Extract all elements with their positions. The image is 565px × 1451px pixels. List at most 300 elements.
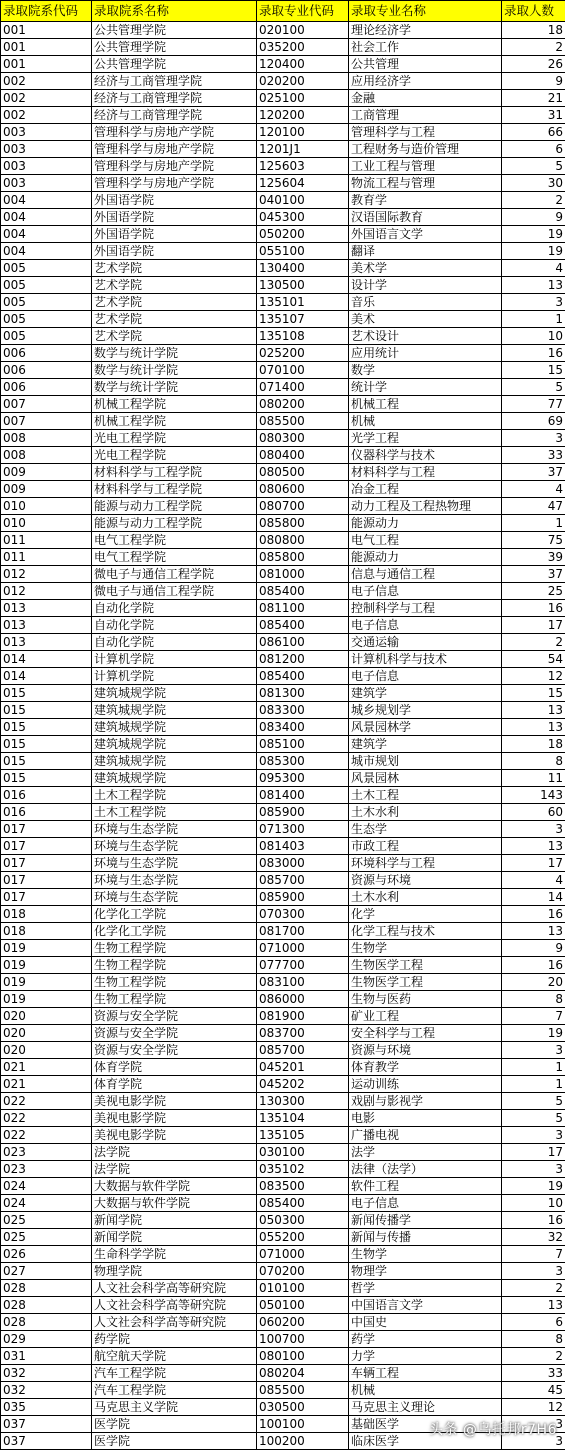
major-name-cell: 冶金工程 xyxy=(349,481,502,498)
dept-code-cell: 012 xyxy=(1,583,92,600)
dept-name-cell: 自动化学院 xyxy=(92,617,257,634)
dept-code-cell: 037 xyxy=(1,1416,92,1433)
major-code-cell: 085900 xyxy=(257,889,349,906)
count-cell: 5 xyxy=(502,1110,565,1127)
dept-name-cell: 大数据与软件学院 xyxy=(92,1195,257,1212)
dept-name-cell: 微电子与通信工程学院 xyxy=(92,566,257,583)
dept-code-cell: 016 xyxy=(1,787,92,804)
dept-code-cell: 011 xyxy=(1,532,92,549)
count-cell: 17 xyxy=(502,617,565,634)
dept-code-cell: 010 xyxy=(1,498,92,515)
major-name-cell: 力学 xyxy=(349,1348,502,1365)
major-code-cell: 071400 xyxy=(257,379,349,396)
major-code-cell: 055100 xyxy=(257,243,349,260)
count-cell: 32 xyxy=(502,1229,565,1246)
major-code-cell: 030100 xyxy=(257,1144,349,1161)
count-cell: 13 xyxy=(502,923,565,940)
table-row xyxy=(1,260,565,277)
dept-name-cell: 外国语学院 xyxy=(92,243,257,260)
major-name-cell: 数学 xyxy=(349,362,502,379)
dept-code-cell: 023 xyxy=(1,1144,92,1161)
dept-code-cell: 004 xyxy=(1,243,92,260)
table-row xyxy=(1,1280,565,1297)
major-code-cell: 081400 xyxy=(257,787,349,804)
count-cell: 16 xyxy=(502,957,565,974)
major-name-cell: 工商管理 xyxy=(349,107,502,124)
major-name-cell: 美术学 xyxy=(349,260,502,277)
count-cell: 6 xyxy=(502,1314,565,1331)
table-row xyxy=(1,447,565,464)
major-name-cell: 风景园林学 xyxy=(349,719,502,736)
table-row xyxy=(1,1161,565,1178)
major-name-cell: 临床医学 xyxy=(349,1433,502,1450)
dept-name-cell: 光电工程学院 xyxy=(92,430,257,447)
count-cell: 5 xyxy=(502,379,565,396)
major-code-cell: 081000 xyxy=(257,566,349,583)
count-cell: 3 xyxy=(502,1042,565,1059)
major-code-cell: 050200 xyxy=(257,226,349,243)
dept-name-cell: 外国语学院 xyxy=(92,209,257,226)
major-name-cell: 光学工程 xyxy=(349,430,502,447)
dept-name-cell: 法学院 xyxy=(92,1144,257,1161)
count-cell: 3 xyxy=(502,821,565,838)
dept-code-cell: 011 xyxy=(1,549,92,566)
count-cell: 3 xyxy=(502,1263,565,1280)
major-name-cell: 物流工程与管理 xyxy=(349,175,502,192)
major-name-cell: 计算机科学与技术 xyxy=(349,651,502,668)
dept-code-cell: 015 xyxy=(1,719,92,736)
table-row xyxy=(1,702,565,719)
count-cell: 33 xyxy=(502,1365,565,1382)
count-cell: 47 xyxy=(502,498,565,515)
table-row xyxy=(1,770,565,787)
count-cell: 13 xyxy=(502,1297,565,1314)
count-cell: 2 xyxy=(502,1348,565,1365)
major-name-cell: 物理学 xyxy=(349,1263,502,1280)
table-row xyxy=(1,328,565,345)
major-code-cell: 070100 xyxy=(257,362,349,379)
table-row xyxy=(1,940,565,957)
count-cell: 15 xyxy=(502,685,565,702)
dept-name-cell: 新闻学院 xyxy=(92,1229,257,1246)
dept-code-cell: 029 xyxy=(1,1331,92,1348)
dept-code-cell: 004 xyxy=(1,226,92,243)
dept-code-cell: 015 xyxy=(1,685,92,702)
table-row xyxy=(1,821,565,838)
major-name-cell: 哲学 xyxy=(349,1280,502,1297)
major-name-cell: 土木水利 xyxy=(349,804,502,821)
dept-code-cell: 017 xyxy=(1,889,92,906)
major-code-cell: 085500 xyxy=(257,1382,349,1399)
header-row xyxy=(1,1,565,22)
watermark: 头条 @乌托邦r7H6 xyxy=(428,1422,557,1438)
table-row xyxy=(1,396,565,413)
dept-code-cell: 007 xyxy=(1,413,92,430)
dept-name-cell: 管理科学与房地产学院 xyxy=(92,141,257,158)
dept-code-cell: 015 xyxy=(1,736,92,753)
major-name-cell: 电子信息 xyxy=(349,583,502,600)
table-row xyxy=(1,1042,565,1059)
dept-name-cell: 体育学院 xyxy=(92,1059,257,1076)
major-code-cell: 120400 xyxy=(257,56,349,73)
major-name-cell: 戏剧与影视学 xyxy=(349,1093,502,1110)
dept-name-cell: 艺术学院 xyxy=(92,277,257,294)
major-code-cell: 085700 xyxy=(257,1042,349,1059)
count-cell: 77 xyxy=(502,396,565,413)
count-cell: 14 xyxy=(502,889,565,906)
dept-name-cell: 化学化工学院 xyxy=(92,923,257,940)
major-name-cell: 电子信息 xyxy=(349,668,502,685)
header-count: 录取人数 xyxy=(502,1,565,22)
major-code-cell: 130300 xyxy=(257,1093,349,1110)
count-cell: 21 xyxy=(502,90,565,107)
dept-name-cell: 生物工程学院 xyxy=(92,940,257,957)
count-cell: 8 xyxy=(502,991,565,1008)
table-row xyxy=(1,855,565,872)
table-row xyxy=(1,209,565,226)
major-code-cell: 135105 xyxy=(257,1127,349,1144)
major-name-cell: 新闻传播学 xyxy=(349,1212,502,1229)
table-row xyxy=(1,277,565,294)
count-cell: 12 xyxy=(502,1399,565,1416)
count-cell: 37 xyxy=(502,566,565,583)
major-name-cell: 新闻与传播 xyxy=(349,1229,502,1246)
dept-name-cell: 医学院 xyxy=(92,1433,257,1450)
table-row xyxy=(1,1331,565,1348)
major-name-cell: 生物与医药 xyxy=(349,991,502,1008)
dept-code-cell: 007 xyxy=(1,396,92,413)
dept-code-cell: 028 xyxy=(1,1314,92,1331)
major-name-cell: 能源动力 xyxy=(349,515,502,532)
table-row xyxy=(1,1314,565,1331)
major-name-cell: 教育学 xyxy=(349,192,502,209)
major-code-cell: 125604 xyxy=(257,175,349,192)
dept-name-cell: 汽车工程学院 xyxy=(92,1365,257,1382)
major-name-cell: 美术 xyxy=(349,311,502,328)
count-cell: 9 xyxy=(502,209,565,226)
dept-name-cell: 生物工程学院 xyxy=(92,974,257,991)
major-code-cell: 086100 xyxy=(257,634,349,651)
count-cell: 5 xyxy=(502,158,565,175)
major-name-cell: 环境科学与工程 xyxy=(349,855,502,872)
major-name-cell: 矿业工程 xyxy=(349,1008,502,1025)
major-code-cell: 081200 xyxy=(257,651,349,668)
count-cell: 39 xyxy=(502,549,565,566)
dept-name-cell: 数学与统计学院 xyxy=(92,345,257,362)
dept-code-cell: 014 xyxy=(1,651,92,668)
dept-name-cell: 生物工程学院 xyxy=(92,957,257,974)
table-row xyxy=(1,226,565,243)
dept-code-cell: 012 xyxy=(1,566,92,583)
table-row xyxy=(1,566,565,583)
major-code-cell: 083500 xyxy=(257,1178,349,1195)
table-row xyxy=(1,294,565,311)
dept-code-cell: 004 xyxy=(1,192,92,209)
major-name-cell: 中国语言文学 xyxy=(349,1297,502,1314)
major-name-cell: 城乡规划学 xyxy=(349,702,502,719)
major-code-cell: 025100 xyxy=(257,90,349,107)
major-code-cell: 085700 xyxy=(257,872,349,889)
dept-code-cell: 019 xyxy=(1,940,92,957)
major-name-cell: 工业工程与管理 xyxy=(349,158,502,175)
count-cell: 16 xyxy=(502,345,565,362)
major-name-cell: 仪器科学与技术 xyxy=(349,447,502,464)
major-name-cell: 电气工程 xyxy=(349,532,502,549)
major-name-cell: 基础医学 xyxy=(349,1416,502,1433)
table-row xyxy=(1,804,565,821)
major-name-cell: 统计学 xyxy=(349,379,502,396)
major-name-cell: 土木工程 xyxy=(349,787,502,804)
count-cell: 45 xyxy=(502,1382,565,1399)
major-code-cell: 130400 xyxy=(257,260,349,277)
major-name-cell: 设计学 xyxy=(349,277,502,294)
table-row xyxy=(1,1348,565,1365)
major-name-cell: 中国史 xyxy=(349,1314,502,1331)
table-row xyxy=(1,124,565,141)
major-code-cell: 1201J1 xyxy=(257,141,349,158)
count-cell: 1 xyxy=(502,515,565,532)
major-name-cell: 化学工程与技术 xyxy=(349,923,502,940)
count-cell: 19 xyxy=(502,1025,565,1042)
dept-name-cell: 生物工程学院 xyxy=(92,991,257,1008)
table-row xyxy=(1,243,565,260)
dept-name-cell: 建筑城规学院 xyxy=(92,753,257,770)
dept-name-cell: 艺术学院 xyxy=(92,294,257,311)
dept-code-cell: 009 xyxy=(1,464,92,481)
header-major-code: 录取专业代码 xyxy=(257,1,349,22)
dept-name-cell: 微电子与通信工程学院 xyxy=(92,583,257,600)
major-name-cell: 建筑学 xyxy=(349,685,502,702)
dept-code-cell: 017 xyxy=(1,855,92,872)
dept-name-cell: 马克思主义学院 xyxy=(92,1399,257,1416)
count-cell: 18 xyxy=(502,736,565,753)
dept-code-cell: 020 xyxy=(1,1025,92,1042)
major-code-cell: 030500 xyxy=(257,1399,349,1416)
table-row xyxy=(1,668,565,685)
major-code-cell: 081100 xyxy=(257,600,349,617)
major-name-cell: 土木水利 xyxy=(349,889,502,906)
dept-name-cell: 人文社会科学高等研究院 xyxy=(92,1280,257,1297)
table-row xyxy=(1,685,565,702)
major-code-cell: 130500 xyxy=(257,277,349,294)
major-code-cell: 135104 xyxy=(257,1110,349,1127)
table-row xyxy=(1,430,565,447)
dept-name-cell: 计算机学院 xyxy=(92,668,257,685)
major-code-cell: 050100 xyxy=(257,1297,349,1314)
count-cell: 13 xyxy=(502,702,565,719)
major-code-cell: 081403 xyxy=(257,838,349,855)
major-name-cell: 能源动力 xyxy=(349,549,502,566)
major-name-cell: 广播电视 xyxy=(349,1127,502,1144)
count-cell: 12 xyxy=(502,668,565,685)
dept-name-cell: 环境与生态学院 xyxy=(92,821,257,838)
count-cell: 2 xyxy=(502,39,565,56)
table-row xyxy=(1,1093,565,1110)
major-code-cell: 040100 xyxy=(257,192,349,209)
dept-code-cell: 020 xyxy=(1,1042,92,1059)
major-code-cell: 080600 xyxy=(257,481,349,498)
major-code-cell: 085500 xyxy=(257,413,349,430)
major-code-cell: 055200 xyxy=(257,1229,349,1246)
major-name-cell: 生态学 xyxy=(349,821,502,838)
major-code-cell: 071000 xyxy=(257,940,349,957)
table-row xyxy=(1,957,565,974)
dept-code-cell: 037 xyxy=(1,1433,92,1450)
count-cell: 7 xyxy=(502,1246,565,1263)
major-name-cell: 音乐 xyxy=(349,294,502,311)
count-cell: 26 xyxy=(502,56,565,73)
dept-name-cell: 数学与统计学院 xyxy=(92,379,257,396)
table-row xyxy=(1,838,565,855)
major-code-cell: 085400 xyxy=(257,1195,349,1212)
count-cell: 8 xyxy=(502,753,565,770)
dept-name-cell: 美视电影学院 xyxy=(92,1110,257,1127)
count-cell: 6 xyxy=(502,141,565,158)
table-row xyxy=(1,889,565,906)
major-name-cell: 控制科学与工程 xyxy=(349,600,502,617)
dept-name-cell: 材料科学与工程学院 xyxy=(92,481,257,498)
major-code-cell: 081900 xyxy=(257,1008,349,1025)
table-row xyxy=(1,787,565,804)
dept-name-cell: 资源与安全学院 xyxy=(92,1042,257,1059)
table-row xyxy=(1,1127,565,1144)
major-code-cell: 025200 xyxy=(257,345,349,362)
table-row xyxy=(1,56,565,73)
dept-code-cell: 025 xyxy=(1,1212,92,1229)
major-name-cell: 生物学 xyxy=(349,940,502,957)
table-row xyxy=(1,73,565,90)
major-code-cell: 120100 xyxy=(257,124,349,141)
dept-code-cell: 001 xyxy=(1,22,92,39)
table-row xyxy=(1,974,565,991)
major-code-cell: 085400 xyxy=(257,583,349,600)
table-row xyxy=(1,90,565,107)
count-cell: 30 xyxy=(502,175,565,192)
dept-name-cell: 艺术学院 xyxy=(92,328,257,345)
dept-name-cell: 电气工程学院 xyxy=(92,532,257,549)
count-cell: 10 xyxy=(502,328,565,345)
dept-code-cell: 005 xyxy=(1,294,92,311)
major-code-cell: 081300 xyxy=(257,685,349,702)
major-code-cell: 135107 xyxy=(257,311,349,328)
major-name-cell: 马克思主义理论 xyxy=(349,1399,502,1416)
table-row xyxy=(1,413,565,430)
dept-code-cell: 020 xyxy=(1,1008,92,1025)
dept-name-cell: 艺术学院 xyxy=(92,311,257,328)
major-name-cell: 应用统计 xyxy=(349,345,502,362)
table-row xyxy=(1,362,565,379)
major-name-cell: 社会工作 xyxy=(349,39,502,56)
major-name-cell: 工程财务与造价管理 xyxy=(349,141,502,158)
dept-name-cell: 计算机学院 xyxy=(92,651,257,668)
major-name-cell: 管理科学与工程 xyxy=(349,124,502,141)
count-cell: 75 xyxy=(502,532,565,549)
dept-name-cell: 管理科学与房地产学院 xyxy=(92,124,257,141)
major-code-cell: 085900 xyxy=(257,804,349,821)
major-name-cell: 法律（法学） xyxy=(349,1161,502,1178)
major-name-cell: 机械 xyxy=(349,413,502,430)
dept-name-cell: 电气工程学院 xyxy=(92,549,257,566)
dept-code-cell: 015 xyxy=(1,770,92,787)
dept-name-cell: 建筑城规学院 xyxy=(92,736,257,753)
dept-code-cell: 022 xyxy=(1,1127,92,1144)
dept-code-cell: 017 xyxy=(1,821,92,838)
count-cell: 19 xyxy=(502,243,565,260)
dept-name-cell: 公共管理学院 xyxy=(92,22,257,39)
table-row xyxy=(1,345,565,362)
dept-code-cell: 004 xyxy=(1,209,92,226)
dept-code-cell: 015 xyxy=(1,753,92,770)
table-row xyxy=(1,600,565,617)
count-cell: 37 xyxy=(502,464,565,481)
dept-code-cell: 028 xyxy=(1,1297,92,1314)
dept-name-cell: 美视电影学院 xyxy=(92,1093,257,1110)
major-code-cell: 077700 xyxy=(257,957,349,974)
table-row xyxy=(1,923,565,940)
count-cell: 2 xyxy=(502,192,565,209)
major-code-cell: 080500 xyxy=(257,464,349,481)
dept-name-cell: 航空航天学院 xyxy=(92,1348,257,1365)
major-name-cell: 交通运输 xyxy=(349,634,502,651)
major-name-cell: 风景园林 xyxy=(349,770,502,787)
major-code-cell: 100200 xyxy=(257,1433,349,1450)
major-name-cell: 生物医学工程 xyxy=(349,957,502,974)
header-dept-code: 录取院系代码 xyxy=(1,1,92,22)
count-cell: 16 xyxy=(502,600,565,617)
table-row xyxy=(1,549,565,566)
major-code-cell: 035200 xyxy=(257,39,349,56)
table-row xyxy=(1,719,565,736)
count-cell: 1 xyxy=(502,311,565,328)
count-cell: 33 xyxy=(502,447,565,464)
dept-name-cell: 环境与生态学院 xyxy=(92,889,257,906)
table-row xyxy=(1,158,565,175)
major-code-cell: 045202 xyxy=(257,1076,349,1093)
table-row xyxy=(1,107,565,124)
count-cell: 66 xyxy=(502,124,565,141)
dept-name-cell: 环境与生态学院 xyxy=(92,872,257,889)
major-name-cell: 软件工程 xyxy=(349,1178,502,1195)
dept-name-cell: 汽车工程学院 xyxy=(92,1382,257,1399)
count-cell: 143 xyxy=(502,787,565,804)
table-row xyxy=(1,1144,565,1161)
dept-code-cell: 019 xyxy=(1,991,92,1008)
dept-code-cell: 009 xyxy=(1,481,92,498)
dept-code-cell: 032 xyxy=(1,1365,92,1382)
major-name-cell: 理论经济学 xyxy=(349,22,502,39)
major-code-cell: 085100 xyxy=(257,736,349,753)
count-cell: 17 xyxy=(502,855,565,872)
dept-code-cell: 021 xyxy=(1,1059,92,1076)
dept-code-cell: 010 xyxy=(1,515,92,532)
dept-name-cell: 能源与动力工程学院 xyxy=(92,498,257,515)
table-row xyxy=(1,532,565,549)
table-row xyxy=(1,583,565,600)
major-code-cell: 095300 xyxy=(257,770,349,787)
count-cell: 19 xyxy=(502,226,565,243)
dept-code-cell: 002 xyxy=(1,90,92,107)
dept-code-cell: 005 xyxy=(1,311,92,328)
table-row xyxy=(1,464,565,481)
major-code-cell: 083700 xyxy=(257,1025,349,1042)
major-name-cell: 安全科学与工程 xyxy=(349,1025,502,1042)
count-cell: 3 xyxy=(502,1433,565,1450)
major-code-cell: 083300 xyxy=(257,702,349,719)
count-cell: 8 xyxy=(502,1331,565,1348)
table-row xyxy=(1,906,565,923)
dept-name-cell: 公共管理学院 xyxy=(92,56,257,73)
dept-name-cell: 法学院 xyxy=(92,1161,257,1178)
